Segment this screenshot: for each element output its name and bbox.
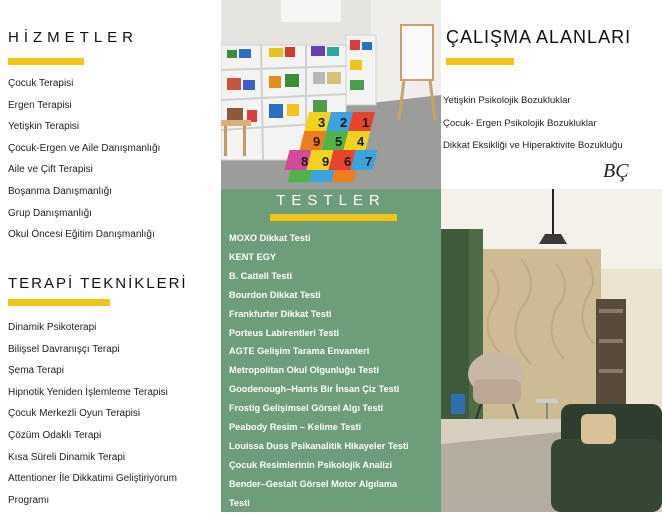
services-list: [8, 73, 160, 246]
brand-logo: BÇ: [603, 160, 629, 182]
tests-list: [229, 229, 409, 513]
list-item: Okul Öncesi Eğitim Danışmanlığı: [8, 229, 155, 241]
list-item: Attentioner İle Dikkatimi Geliştiriyorum: [8, 473, 177, 485]
mat-number: 9: [313, 134, 321, 149]
list-item: Bourdon Dikkat Testi: [229, 289, 321, 300]
list-item: Dikkat Eksikliği ve Hiperaktivite Bozukluğu: [443, 140, 623, 151]
list-item: Testi: [229, 497, 250, 508]
list-item: Hipnotik Yeniden İşlemleme Terapisi: [8, 386, 168, 398]
techniques-title-underline: [8, 299, 110, 306]
areas-title-underline: [446, 58, 514, 65]
mat-number: 6: [344, 154, 352, 169]
list-item: Programı: [8, 494, 50, 506]
list-item: Çocuk Terapisi: [8, 78, 74, 89]
list-item: Dinamik Psikoterapi: [8, 322, 97, 333]
list-item: Boşanma Danışmanlığı: [8, 185, 112, 197]
mat-number: 5: [335, 134, 343, 149]
tests-title-underline: [270, 214, 397, 221]
list-item: Yetişkin Terapisi: [8, 121, 80, 133]
list-item: Çocuk- Ergen Psikolojik Bozukluklar: [443, 117, 597, 129]
list-item: Kısa Süreli Dinamik Terapi: [8, 451, 126, 463]
mat-number: 2: [340, 115, 348, 130]
mat-number: 3: [318, 115, 326, 130]
list-item: Metropolitan Okul Olgunluğu Testi: [229, 365, 379, 376]
list-item: Çözüm Odaklı Terapi: [8, 429, 102, 441]
list-item: Çocuk-Ergen ve Aile Danışmanlığı: [8, 142, 161, 154]
areas-list: [443, 90, 623, 158]
list-item: Louissa Duss Psikanalitik Hikayeler Testi: [229, 440, 409, 451]
mat-number: 7: [365, 154, 373, 169]
services-title: HİZMETLER: [8, 29, 139, 46]
list-item: Bender–Gestalt Görsel Motor Algılama: [229, 478, 398, 489]
mat-number: 8: [301, 154, 309, 169]
list-item: Bilişsel Davranışçı Terapi: [8, 343, 120, 355]
list-item: Peabody Resim – Kelime Testi: [229, 422, 362, 433]
list-item: Çocuk Merkezli Oyun Terapisi: [8, 408, 141, 420]
list-item: B. Cattell Testi: [229, 270, 293, 281]
tests-title: TESTLER: [276, 192, 386, 209]
list-item: KENT EGY: [229, 251, 276, 262]
list-item: Aile ve Çift Terapisi: [8, 164, 93, 176]
list-item: Ergen Terapisi: [8, 99, 72, 111]
list-item: Grup Danışmanlığı: [8, 207, 92, 219]
mat-number: 1: [362, 115, 370, 130]
playroom-photo: [221, 0, 441, 189]
mat-number: 4: [357, 134, 365, 149]
services-title-underline: [8, 58, 84, 65]
list-item: Porteus Labirentleri Testi: [229, 327, 340, 338]
list-item: AGTE Gelişim Tarama Envanteri: [229, 346, 370, 357]
techniques-title: TERAPİ TEKNİKLERİ: [8, 275, 188, 292]
mat-number: 9: [322, 154, 330, 169]
list-item: Frankfurter Dikkat Testi: [229, 308, 332, 319]
playroom-illustration: [221, 0, 441, 189]
techniques-list: [8, 317, 177, 511]
list-item: Çocuk Resimlerinin Psikolojik Analizi: [229, 459, 393, 470]
therapy-room-photo: [441, 189, 662, 512]
areas-title: ÇALIŞMA ALANLARI: [446, 27, 632, 47]
list-item: Frostig Gelişimsel Görsel Algı Testi: [229, 403, 384, 414]
list-item: Yetişkin Psikolojik Bozukluklar: [443, 95, 571, 106]
list-item: Şema Terapi: [8, 365, 64, 377]
list-item: MOXO Dikkat Testi: [229, 233, 311, 243]
therapy-room-illustration: [441, 189, 662, 512]
list-item: Goodenough–Harris Bir İnsan Çiz Testi: [229, 384, 400, 395]
